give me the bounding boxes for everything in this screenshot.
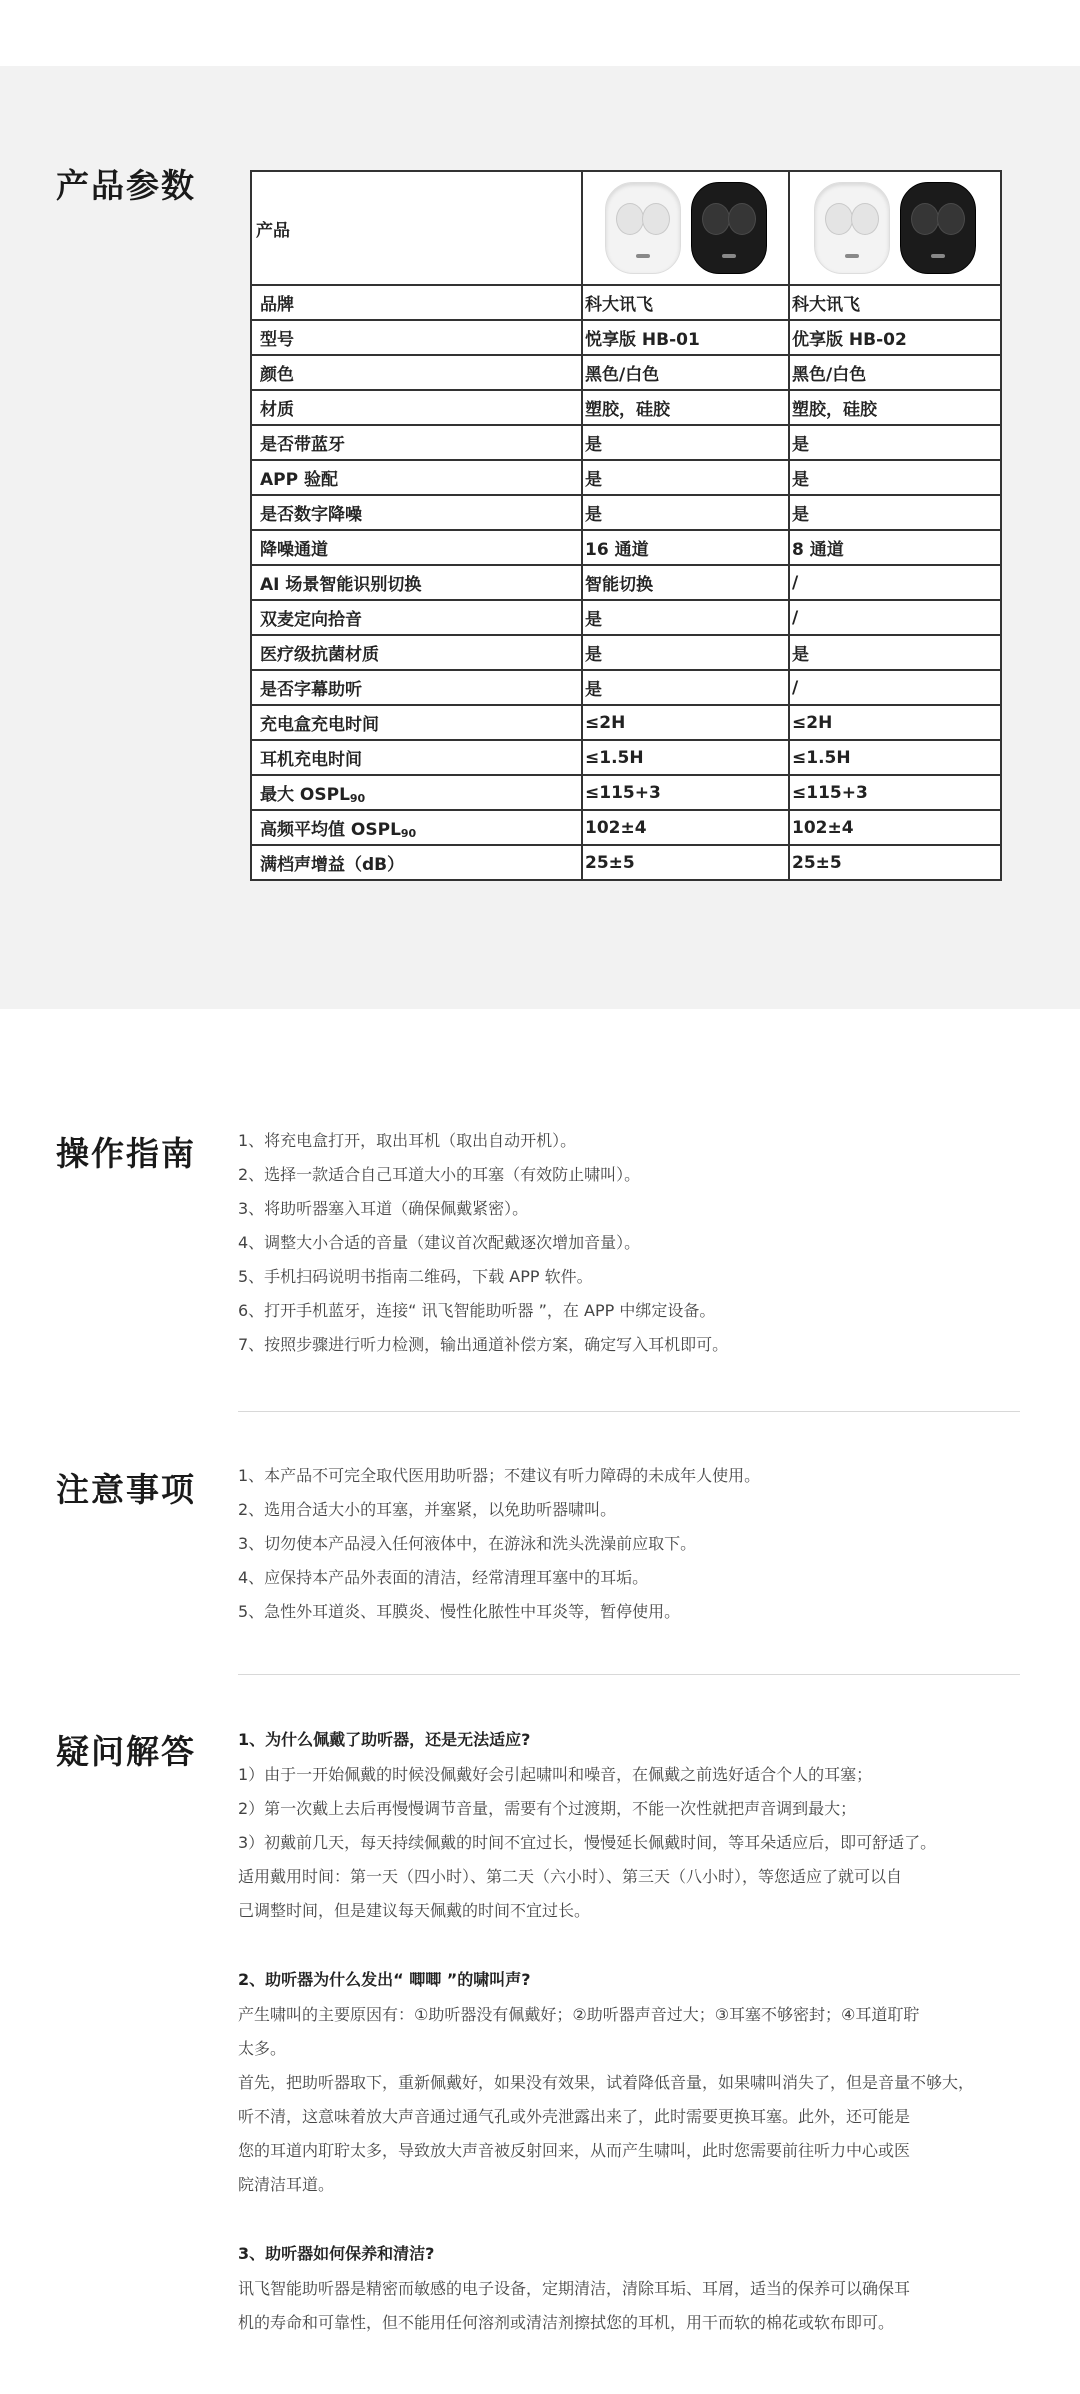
param-value-product-1: 黑色/白色 xyxy=(582,355,789,390)
param-label: 降噪通道 xyxy=(251,530,582,565)
faq-answer-line: 产生啸叫的主要原因有：①助听器没有佩戴好；②助听器声音过大；③耳塞不够密封；④耳道耵聍 xyxy=(238,2005,920,2024)
param-value-product-2: / xyxy=(789,670,1001,705)
faq-answer-line: 您的耳道内耵聍太多，导致放大声音被反射回来，从而产生啸叫，此时您需要前往听力中心或医 xyxy=(238,2141,911,2160)
params-row xyxy=(251,845,1001,880)
note-item: 3、切勿使本产品浸入任何液体中，在游泳和洗头洗澡前应取下。 xyxy=(238,1534,697,1553)
notes-section-title: 注意事项 xyxy=(56,1470,196,1509)
params-row xyxy=(251,460,1001,495)
param-value-product-2: 是 xyxy=(789,635,1001,670)
param-value-product-1: ≤115+3 xyxy=(582,775,789,810)
params-row xyxy=(251,810,1001,845)
faq-answer-line: 2）第一次戴上去后再慢慢调节音量，需要有个过渡期，不能一次性就把声音调到最大； xyxy=(238,1799,857,1818)
guide-step: 5、手机扫码说明书指南二维码，下载 APP 软件。 xyxy=(238,1267,593,1286)
faq-answer-2 xyxy=(238,1998,1038,2202)
param-label: 充电盒充电时间 xyxy=(251,705,582,740)
param-value-product-1: 是 xyxy=(582,600,789,635)
param-value-product-1: 悦享版 HB-01 xyxy=(582,320,789,355)
param-value-product-2: ≤2H xyxy=(789,705,1001,740)
param-label: 材质 xyxy=(251,390,582,425)
faq-answer-line: 适用戴用时间：第一天（四小时）、第二天（六小时）、第三天（八小时），等您适应了就可以自 xyxy=(238,1867,903,1886)
param-label: 颜色 xyxy=(251,355,582,390)
param-value-product-2: 优享版 HB-02 xyxy=(789,320,1001,355)
param-label: 高频平均值 $OSPL_{90}$ xyxy=(251,810,582,845)
param-value-product-2: 黑色/白色 xyxy=(789,355,1001,390)
param-label: 最大 $OSPL_{90}$ xyxy=(251,775,582,810)
faq-question-2: 2、助听器为什么发出“ 唧唧 ”的啸叫声? xyxy=(238,1970,531,1989)
faq-answer-line: 己调整时间，但是建议每天佩戴的时间不宜过长。 xyxy=(238,1901,591,1920)
param-value-product-1: 是 xyxy=(582,425,789,460)
faq-answer-line: 听不清，这意味着放大声音通过通气孔或外壳泄露出来了，此时需要更换耳塞。此外，还可能是 xyxy=(238,2107,911,2126)
params-row xyxy=(251,740,1001,775)
product-image-2 xyxy=(789,171,1001,285)
param-value-product-1: 102±4 xyxy=(582,810,789,845)
param-value-product-2: 塑胶，硅胶 xyxy=(789,390,1001,425)
param-value-product-1: ≤1.5H xyxy=(582,740,789,775)
notes-list xyxy=(238,1459,760,1629)
param-label: 满档声增益（dB） xyxy=(251,845,582,880)
faq-answer-line: 讯飞智能助听器是精密而敏感的电子设备，定期清洁，清除耳垢、耳屑，适当的保养可以确保耳 xyxy=(238,2279,911,2298)
param-label: APP 验配 xyxy=(251,460,582,495)
param-value-product-2: ≤1.5H xyxy=(789,740,1001,775)
param-value-product-1: 是 xyxy=(582,635,789,670)
params-table xyxy=(250,170,1002,881)
param-value-product-1: 16 通道 xyxy=(582,530,789,565)
param-value-product-1: 是 xyxy=(582,460,789,495)
guide-step: 7、按照步骤进行听力检测，输出通道补偿方案，确定写入耳机即可。 xyxy=(238,1335,729,1354)
divider xyxy=(238,1674,1020,1675)
params-row xyxy=(251,320,1001,355)
param-value-product-2: 8 通道 xyxy=(789,530,1001,565)
params-row xyxy=(251,600,1001,635)
guide-step: 1、将充电盒打开，取出耳机（取出自动开机）。 xyxy=(238,1131,577,1150)
divider xyxy=(238,1411,1020,1412)
param-label: 耳机充电时间 xyxy=(251,740,582,775)
faq-answer-line: 太多。 xyxy=(238,2039,287,2058)
params-row xyxy=(251,705,1001,740)
params-row xyxy=(251,495,1001,530)
faq-answer-1 xyxy=(238,1758,1038,1928)
params-row xyxy=(251,775,1001,810)
note-item: 5、急性外耳道炎、耳膜炎、慢性化脓性中耳炎等，暂停使用。 xyxy=(238,1602,681,1621)
guide-step: 4、调整大小合适的音量（建议首次配戴逐次增加音量）。 xyxy=(238,1233,641,1252)
param-value-product-1: 是 xyxy=(582,670,789,705)
params-row xyxy=(251,355,1001,390)
param-value-product-1: 是 xyxy=(582,495,789,530)
params-row xyxy=(251,670,1001,705)
param-value-product-2: 是 xyxy=(789,425,1001,460)
note-item: 4、应保持本产品外表面的清洁，经常清理耳塞中的耳垢。 xyxy=(238,1568,649,1587)
faq-answer-line: 机的寿命和可靠性，但不能用任何溶剂或清洁剂擦拭您的耳机，用干而软的棉花或软布即可。 xyxy=(238,2313,895,2332)
product-image-1 xyxy=(582,171,789,285)
faq-question-1: 1、为什么佩戴了助听器，还是无法适应? xyxy=(238,1730,531,1749)
guide-step: 3、将助听器塞入耳道（确保佩戴紧密）。 xyxy=(238,1199,529,1218)
params-row xyxy=(251,530,1001,565)
params-row xyxy=(251,635,1001,670)
params-header-label: 产品 xyxy=(251,171,582,285)
param-value-product-2: 25±5 xyxy=(789,845,1001,880)
param-label: 品牌 xyxy=(251,285,582,320)
params-row xyxy=(251,390,1001,425)
guide-section-title: 操作指南 xyxy=(56,1134,196,1173)
faq-answer-line: 3）初戴前几天，每天持续佩戴的时间不宜过长，慢慢延长佩戴时间，等耳朵适应后，即可舒适了。 xyxy=(238,1833,937,1852)
param-label: 双麦定向拾音 xyxy=(251,600,582,635)
param-value-product-2: 科大讯飞 xyxy=(789,285,1001,320)
param-value-product-2: ≤115+3 xyxy=(789,775,1001,810)
param-value-product-1: 智能切换 xyxy=(582,565,789,600)
param-value-product-1: 科大讯飞 xyxy=(582,285,789,320)
params-row xyxy=(251,565,1001,600)
param-value-product-2: / xyxy=(789,600,1001,635)
param-label: 医疗级抗菌材质 xyxy=(251,635,582,670)
faq-answer-line: 院清洁耳道。 xyxy=(238,2175,335,2194)
white-earbud-case-image xyxy=(814,182,890,274)
black-earbud-case-image xyxy=(900,182,976,274)
param-value-product-2: 是 xyxy=(789,495,1001,530)
params-header-row xyxy=(251,171,1001,285)
black-earbud-case-image xyxy=(691,182,767,274)
faq-answer-3 xyxy=(238,2272,1038,2340)
params-section-title: 产品参数 xyxy=(56,166,196,205)
faq-answer-line: 首先，把助听器取下，重新佩戴好，如果没有效果，试着降低音量，如果啸叫消失了，但是音量不够大， xyxy=(238,2073,975,2092)
params-row xyxy=(251,285,1001,320)
faq-answer-line: 1）由于一开始佩戴的时候没佩戴好会引起啸叫和噪音，在佩戴之前选好适合个人的耳塞； xyxy=(238,1765,873,1784)
param-label: 是否带蓝牙 xyxy=(251,425,582,460)
note-item: 1、本产品不可完全取代医用助听器；不建议有听力障碍的未成年人使用。 xyxy=(238,1466,761,1485)
guide-step: 6、打开手机蓝牙，连接“ 讯飞智能助听器 ”，在 APP 中绑定设备。 xyxy=(238,1301,716,1320)
faq-question-3: 3、助听器如何保养和清洁? xyxy=(238,2244,435,2263)
guide-step: 2、选择一款适合自己耳道大小的耳塞（有效防止啸叫）。 xyxy=(238,1165,641,1184)
param-label: 型号 xyxy=(251,320,582,355)
param-label: AI 场景智能识别切换 xyxy=(251,565,582,600)
note-item: 2、选用合适大小的耳塞，并塞紧，以免助听器啸叫。 xyxy=(238,1500,617,1519)
param-label: 是否数字降噪 xyxy=(251,495,582,530)
param-value-product-2: 是 xyxy=(789,460,1001,495)
faq-content xyxy=(238,1722,1038,2340)
param-label: 是否字幕助听 xyxy=(251,670,582,705)
param-value-product-2: 102±4 xyxy=(789,810,1001,845)
guide-steps-list xyxy=(238,1124,728,1362)
param-value-product-2: / xyxy=(789,565,1001,600)
faq-section-title: 疑问解答 xyxy=(56,1732,196,1771)
params-row xyxy=(251,425,1001,460)
white-earbud-case-image xyxy=(605,182,681,274)
param-value-product-1: ≤2H xyxy=(582,705,789,740)
param-value-product-1: 25±5 xyxy=(582,845,789,880)
param-value-product-1: 塑胶，硅胶 xyxy=(582,390,789,425)
